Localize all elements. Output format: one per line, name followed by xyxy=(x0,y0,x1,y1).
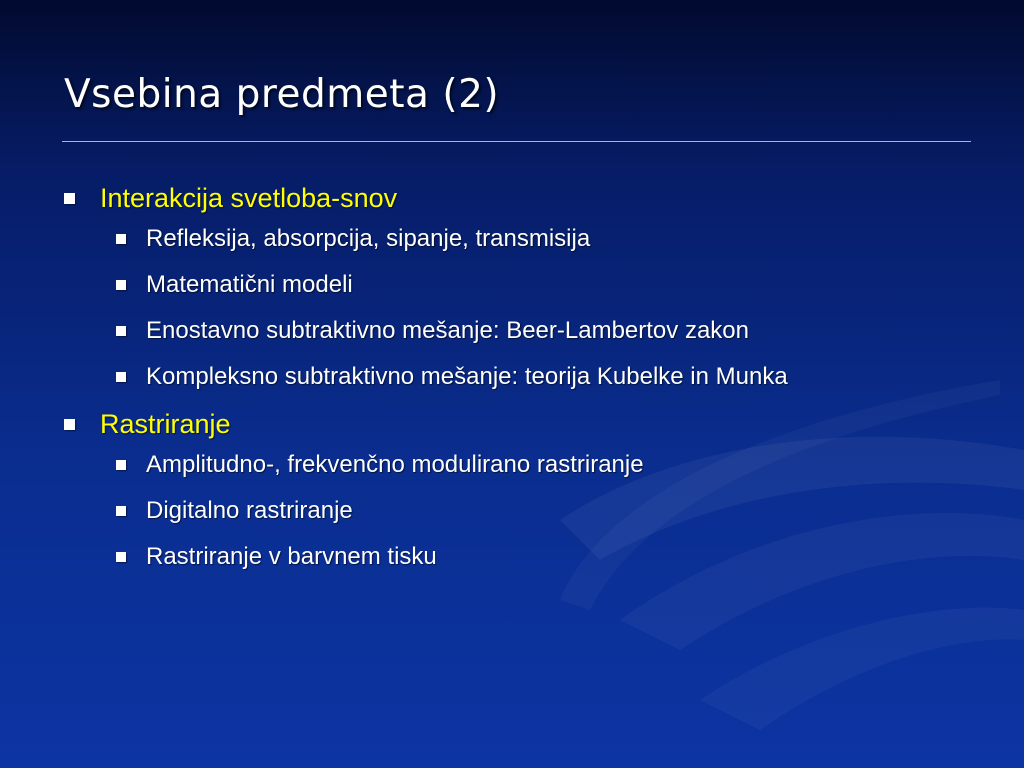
list-item xyxy=(60,222,866,256)
list-item xyxy=(60,448,866,482)
list-item xyxy=(60,360,866,394)
list-item-text: Kompleksno subtraktivno mešanje: teorija Kubelke in Munka xyxy=(146,363,788,390)
square-bullet-icon xyxy=(64,193,75,204)
title-divider xyxy=(62,141,971,142)
square-bullet-icon xyxy=(64,419,75,430)
section-label: Interakcija svetloba-snov xyxy=(100,183,398,213)
section-interakcija xyxy=(60,180,960,216)
list-item xyxy=(60,268,866,302)
square-bullet-icon xyxy=(116,326,126,336)
square-bullet-icon xyxy=(116,552,126,562)
sub-list xyxy=(60,448,960,574)
slide-title: Vsebina predmeta (2) xyxy=(64,72,500,117)
square-bullet-icon xyxy=(116,372,126,382)
list-item-text: Rastriranje v barvnem tisku xyxy=(146,543,437,570)
square-bullet-icon xyxy=(116,280,126,290)
list-item-text: Digitalno rastriranje xyxy=(146,497,353,524)
section-label: Rastriranje xyxy=(100,409,231,439)
sub-list xyxy=(60,222,960,394)
slide-content xyxy=(60,180,960,586)
section-items xyxy=(60,222,960,394)
list-item-text: Amplitudno-, frekvenčno modulirano rastriranje xyxy=(146,451,644,478)
list-item-text: Matematični modeli xyxy=(146,271,353,298)
list-item xyxy=(60,314,866,348)
square-bullet-icon xyxy=(116,234,126,244)
list-item-text: Enostavno subtraktivno mešanje: Beer-Lambertov zakon xyxy=(146,317,749,344)
list-item xyxy=(60,540,866,574)
list-item xyxy=(60,494,866,528)
square-bullet-icon xyxy=(116,506,126,516)
section-rastriranje xyxy=(60,406,960,442)
square-bullet-icon xyxy=(116,460,126,470)
list-item-text: Refleksija, absorpcija, sipanje, transmisija xyxy=(146,225,591,252)
section-items xyxy=(60,448,960,574)
